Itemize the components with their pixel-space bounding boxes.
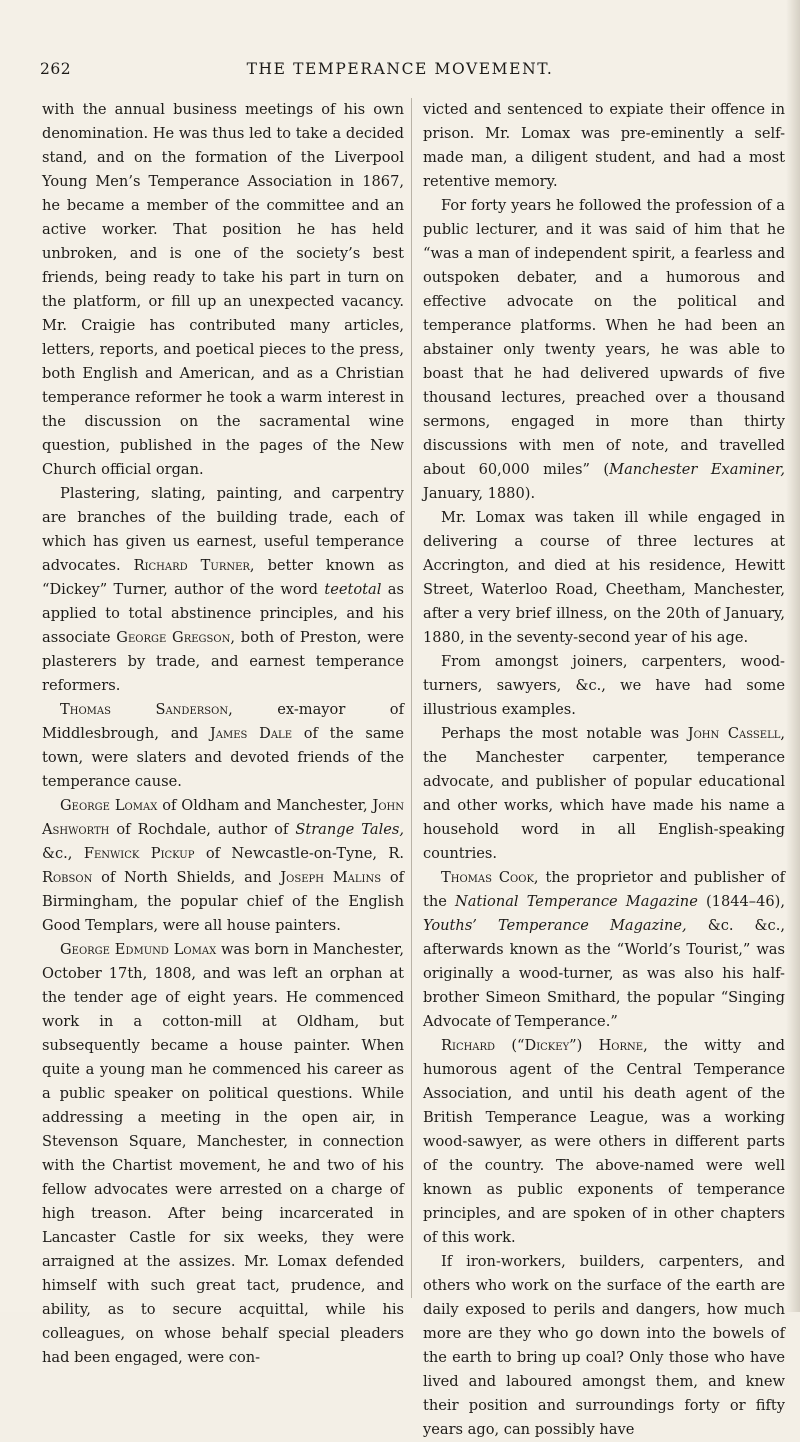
person-name: Richard (“Dickey”) Horne, bbox=[441, 1037, 648, 1054]
paragraph bbox=[423, 1250, 785, 1442]
text: &c. &c., afterwards known as the “World’s Tourist,” was originally a wood-turner, as was also his half-brother Simeon Smithard, the popular “Singing Advocate of Temperance.” bbox=[423, 917, 785, 1030]
person-name: Thomas Cook, bbox=[441, 869, 539, 886]
right-column bbox=[423, 98, 786, 1438]
person-name: John Cassell, bbox=[687, 725, 785, 742]
person-name: George Edmund Lomax bbox=[60, 941, 217, 958]
left-column bbox=[42, 98, 405, 1366]
text: Plastering, slating, painting, and carpentry are branches of the building trade, each of which has given us earnest, useful temperance advocates. bbox=[42, 485, 404, 574]
person-name: R. Robson bbox=[42, 845, 405, 886]
paragraph bbox=[423, 194, 785, 506]
person-name: George Gregson, bbox=[116, 629, 235, 646]
emphasized-word: teetotal bbox=[324, 581, 382, 598]
text: of Birmingham, the popular chief of the English Good Templars, were all house painters. bbox=[42, 869, 405, 934]
paragraph bbox=[423, 650, 785, 722]
text: with the annual business meetings of his own denomination. He was thus led to take a decided stand, and on the formation of the Liverpool Young Men’s Temperance Association in 1867, he became a member of the committee and an active worker. That position he has held unbroken, and is one of the society’s best friends, being ready to take his part in turn on the platform, or fill up an unexpected vacancy. Mr. Craigie has contributed many articles, letters, reports, and poetical pieces to the press, both English and American, and as a Christian temperance reformer he took a warm interest in the discussion on the sacramental wine question, published in the pages of the New Church official organ. bbox=[42, 101, 404, 478]
text: From amongst joiners, carpenters, wood-turners, sawyers, &c., we have had some illustrious examples. bbox=[423, 653, 785, 718]
text: (1844–46), bbox=[705, 893, 786, 910]
text: of Oldham and Manchester, bbox=[162, 797, 368, 814]
running-head: THE TEMPERANCE MOVEMENT. bbox=[246, 60, 554, 78]
text: &c., bbox=[42, 845, 73, 862]
text: For forty years he followed the profession of a public lecturer, and it was said of him that he “was a man of independent spirit, a fearless and outspoken debater, and a humorous and effective advocate on the political and temperance platforms. When he had been an abstainer only twenty years, he was able to boast that he had delivered upwards of five thousand lectures, preached over a thousand sermons, engaged in more than thirty discussions with men of note, and travelled about 60,000 miles” ( bbox=[423, 197, 785, 478]
paragraph bbox=[423, 866, 785, 1034]
paragraph bbox=[42, 98, 404, 482]
text: as applied to total abstinence principles, and his associate bbox=[42, 581, 404, 646]
column-divider bbox=[411, 98, 412, 1298]
book-title: Strange Tales, bbox=[295, 821, 405, 838]
page-edge-shadow bbox=[786, 0, 800, 1312]
text: better known as “Dickey” Turner, author of the word bbox=[42, 557, 404, 598]
paragraph bbox=[423, 722, 785, 866]
person-name: Joseph Malins bbox=[280, 869, 382, 886]
text: January, 1880). bbox=[423, 485, 536, 502]
page-header bbox=[40, 60, 760, 84]
person-name: Richard Turner, bbox=[133, 557, 255, 574]
text: of Rochdale, author of bbox=[116, 821, 289, 838]
paragraph bbox=[42, 794, 404, 938]
text: of North Shields, and bbox=[101, 869, 272, 886]
text: of the same town, were slaters and devoted friends of the temperance cause. bbox=[42, 725, 404, 790]
text: the witty and humorous agent of the Central Temperance Association, and until his death agent of the British Temperance League, was a working wood-sawyer, as were others in different parts of the country. The above-named were well known as public exponents of temperance principles, and are spoken of in other chapters of this work. bbox=[423, 1037, 785, 1246]
paragraph bbox=[42, 482, 404, 698]
source-title: Manchester Examiner, bbox=[609, 461, 786, 478]
paragraph bbox=[423, 506, 785, 650]
person-name: John Ashworth bbox=[42, 797, 404, 838]
text: ex-mayor of Middlesbrough, and bbox=[42, 701, 404, 742]
text: was born in Manchester, October 17th, 1808, and was left an orphan at the tender age of eight years. He commenced work in a cotton-mill at Oldham, but subsequently became a house painter. When quite a young man he commenced his career as a public speaker on political questions. While addressing a meeting in the open air, in Stevenson Square, Manchester, in connection with the Chartist movement, he and two of his fellow advocates were arrested on a charge of high treason. After being incarcerated in Lancaster Castle for six weeks, they were arraigned at the assizes. Mr. Lomax defended himself with such great tact, prudence, and ability, as to secure acquittal, while his colleagues, on whose behalf special pleaders had been engaged, were con- bbox=[42, 941, 405, 1366]
paragraph bbox=[42, 698, 404, 794]
page-number: 262 bbox=[40, 60, 72, 78]
text: both of Preston, were plasterers by trade, and earnest temperance reformers. bbox=[42, 629, 405, 694]
magazine-title: Youths’ Temperance Magazine, bbox=[423, 917, 687, 934]
magazine-title: National Temperance Magazine bbox=[455, 893, 698, 910]
text: victed and sentenced to expiate their offence in prison. Mr. Lomax was pre-eminently a self-made man, a diligent student, and had a most retentive memory. bbox=[423, 101, 785, 190]
text: of Newcastle-on-Tyne, bbox=[205, 845, 378, 862]
text: Perhaps the most notable was bbox=[441, 725, 680, 742]
person-name: George Lomax bbox=[60, 797, 158, 814]
text: Mr. Lomax was taken ill while engaged in delivering a course of three lectures at Accrington, and died at his residence, Hewitt Street, Waterloo Road, Cheetham, Manchester, after a very brief illness, on the 20th of January, 1880, in the seventy-second year of his age. bbox=[423, 509, 785, 646]
person-name: Fenwick Pickup bbox=[83, 845, 195, 862]
paragraph bbox=[423, 98, 785, 194]
person-name: Thomas Sanderson, bbox=[60, 701, 233, 718]
text: the Manchester carpenter, temperance advocate, and publisher of popular educational and other works, which have made his name a household word in all English-speaking countries. bbox=[423, 749, 785, 862]
text: If iron-workers, builders, carpenters, and others who work on the surface of the earth are daily exposed to perils and dangers, how much more are they who go down into the bowels of the earth to bring up coal? Only those who have lived and laboured amongst them, and knew their position and surroundings forty or fifty years ago, can possibly have bbox=[423, 1253, 785, 1438]
person-name: James Dale bbox=[209, 725, 292, 742]
paragraph bbox=[42, 938, 404, 1370]
text: the proprietor and publisher of the bbox=[423, 869, 786, 910]
paragraph bbox=[423, 1034, 785, 1250]
